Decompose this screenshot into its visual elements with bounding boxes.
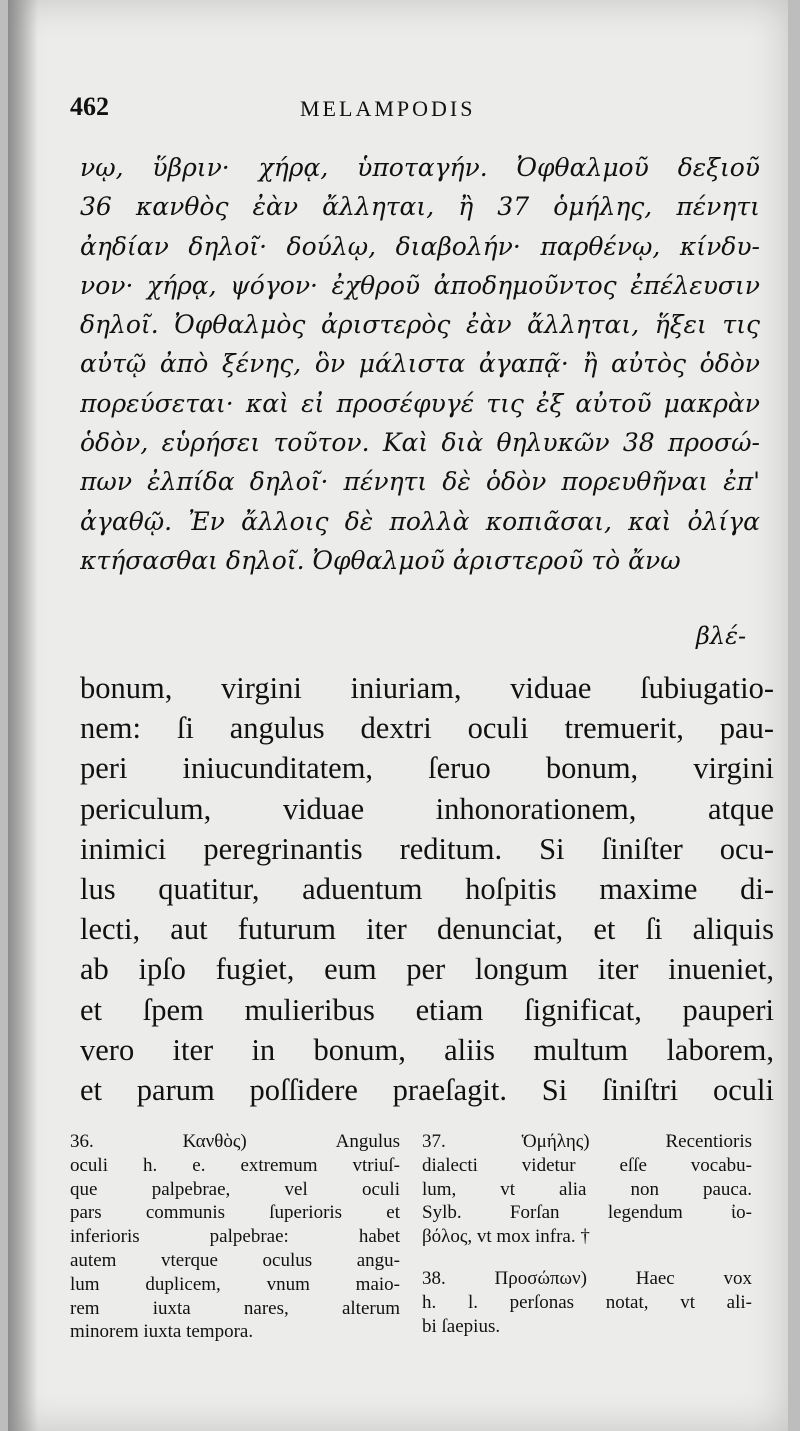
greek-catchword: βλέ- [696,622,747,650]
latin-line: lecti, aut futurum iter denunciat, et ſi aliquis [80,912,774,947]
greek-line: αὐτῷ ἀπὸ ξένης, ὃν μάλιστα ἀγαπᾷ· ἢ αὐτὸς ὁδὸν [80,349,760,379]
running-title: MELAMPODIS [300,96,476,121]
note-line: lum, vt alia non pauca. [422,1178,752,1200]
latin-line: vero iter in bonum, aliis multum laborem, [80,1032,774,1067]
page-spine-shadow [8,0,38,1431]
greek-line: δηλοῖ. Ὀφθαλμὸς ἀριστερὸς ἐὰν ἄλληται, ἥξει τις [80,310,760,340]
note-line: autem vterque oculus angu- [70,1249,400,1271]
note-line: oculi h. e. extremum vtriuſ- [70,1154,400,1176]
note-line: rem iuxta nares, alterum [70,1297,400,1319]
note-line: minorem iuxta tempora. [70,1321,254,1343]
latin-text-block [80,668,774,1110]
greek-line: νον· χήρᾳ, ψόγον· ἐχθροῦ ἀποδημοῦντος ἐπέλευσιν [80,270,760,300]
note-line: pars communis ſuperioris et [70,1202,400,1224]
book-page [8,0,788,1431]
latin-line: bonum, virgini iniuriam, viduae ſubiugatio- [80,671,774,705]
note-gap [422,1249,752,1267]
note-line: Sylb. Forſan legendum ἰο- [422,1202,752,1224]
latin-line: ab ipſo fugiet, eum per longum iter inueniet, [80,952,774,987]
note-line: h. l. perſonas notat, vt ali- [422,1291,752,1313]
latin-line: peri iniucunditatem, ſeruo bonum, virgini [80,751,774,786]
note-line: 38. Προσώπων) Haec vox [422,1267,752,1289]
greek-line: πορεύσεται· καὶ εἰ προσέφυγέ τις ἐξ αὐτοῦ μακρὰν [80,388,760,418]
greek-line: νῳ, ὕβριν· χήρᾳ, ὑποταγήν. Ὀφθαλμοῦ δεξιοῦ [80,153,760,182]
latin-line: lus quatitur, aduentum hoſpitis maxime di- [80,872,774,907]
note-line: que palpebrae, vel oculi [70,1178,400,1200]
latin-line: nem: ſi angulus dextri oculi tremuerit, pau- [80,711,774,746]
greek-line: ἀγαθῷ. Ἐν ἄλλοις δὲ πολλὰ κοπιᾶσαι, καὶ ὀλίγα [80,506,760,536]
note-line: lum duplicem, vnum maio- [70,1273,400,1295]
greek-line: πων ἐλπίδα δηλοῖ· πένητι δὲ ὁδὸν πορευθῆναι ἐπ' [80,467,760,497]
latin-line: periculum, viduae inhonorationem, atque [80,791,774,826]
footnotes-right [422,1130,752,1338]
greek-line: κτήσασθαι δηλοῖ. Ὀφθαλμοῦ ἀριστεροῦ τὸ ἄνω [80,545,681,575]
greek-text-block [80,148,760,580]
note-line: 37. Ὁμήλης) Recentioris [422,1131,752,1152]
latin-line: et ſpem mulieribus etiam ſignificat, pauperi [80,992,774,1027]
greek-line: ἀηδίαν δηλοῖ· δούλῳ, διαβολήν· παρθένῳ, κίνδυ- [80,231,760,261]
greek-line: ὁδὸν, εὑρήσει τοῦτον. Καὶ διὰ θηλυκῶν 38 προσώ- [80,428,760,458]
greek-line: 36 κανθὸς ἐὰν ἄλληται, ἢ 37 ὁμήλης, πένητι [80,192,760,222]
page-number: 462 [70,92,109,121]
note-line: dialecti videtur eſſe vocabu- [422,1154,752,1176]
footnote-37 [422,1130,752,1249]
note-line: 36. Κανθὸς) Angulus [70,1131,400,1152]
note-line: inferioris palpebrae: habet [70,1226,400,1248]
footnote-38 [422,1267,752,1338]
latin-line: inimici peregrinantis reditum. Si ſiniſter ocu- [80,831,774,866]
latin-line: et parum poſſidere praeſagit. Si ſiniſtri oculi [80,1073,774,1108]
page-header [70,92,748,132]
footnote-36 [70,1130,400,1344]
note-line: βόλος, vt mox infra. † [422,1226,590,1248]
note-line: bi ſaepius. [422,1315,501,1337]
